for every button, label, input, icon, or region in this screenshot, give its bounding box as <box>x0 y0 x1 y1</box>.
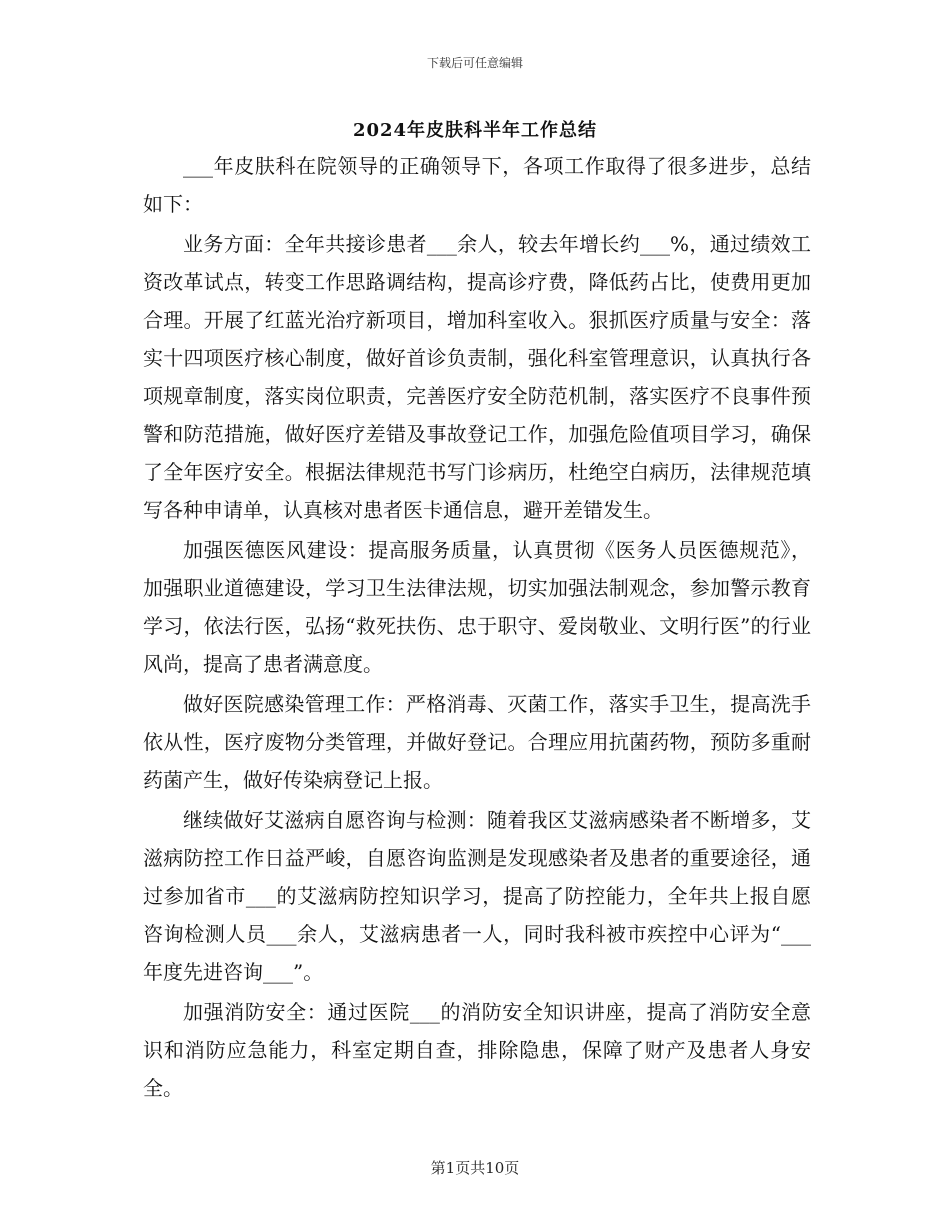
paragraph-intro: ___年皮肤科在院领导的正确领导下，各项工作取得了很多进步，总结如下： <box>143 154 811 216</box>
paragraph-aids-counseling: 继续做好艾滋病自愿咨询与检测：随着我区艾滋病感染者不断增多，艾滋病防控工作日益严峻，自愿咨询监测是发现感染者及患者的重要途径，通过参加省市___的艾滋病防控知识学习，提高了防控能力，全年共上报自愿咨询检测人员___余人，艾滋病患者一人，同时我科被市疾控中心评为“___年度先进咨询___”。 <box>143 808 811 984</box>
paragraph-fire-safety: 加强消防安全：通过医院___的消防安全知识讲座，提高了消防安全意识和消防应急能力，科室定期自查，排除隐患，保障了财产及患者人身安全。 <box>143 1000 811 1100</box>
paragraph-business: 业务方面：全年共接诊患者___余人，较去年增长约___%，通过绩效工资改革试点，转变工作思路调结构，提高诊疗费，降低药占比，使费用更加合理。开展了红蓝光治疗新项目，增加科室收入。狠抓医疗质量与安全：落实十四项医疗核心制度，做好首诊负责制，强化科室管理意识，认真执行各项规章制度，落实岗位职责，完善医疗安全防范机制，落实医疗不良事件预警和防范措施，做好医疗差错及事故登记工作，加强危险值项目学习，确保了全年医疗安全。根据法律规范书写门诊病历，杜绝空白病历，法律规范填写各种申请单，认真核对患者医卡通信息，避开差错发生。 <box>143 232 811 522</box>
document-body <box>143 147 811 1109</box>
paragraph-infection-control: 做好医院感染管理工作：严格消毒、灭菌工作，落实手卫生，提高洗手依从性，医疗废物分类管理，并做好登记。合理应用抗菌药物，预防多重耐药菌产生，做好传染病登记上报。 <box>143 692 811 792</box>
page-number: 第1页共10页 <box>430 1159 520 1177</box>
document-title: 2024年皮肤科半年工作总结 <box>352 120 598 141</box>
paragraph-ethics: 加强医德医风建设：提高服务质量，认真贯彻《医务人员医德规范》，加强职业道德建设，学习卫生法律法规，切实加强法制观念，参加警示教育学习，依法行医，弘扬“救死扶伤、忠于职守、爱岗敬业、文明行医”的行业风尚，提高了患者满意度。 <box>143 538 811 676</box>
page-header-note: 下载后可任意编辑 <box>426 56 523 70</box>
